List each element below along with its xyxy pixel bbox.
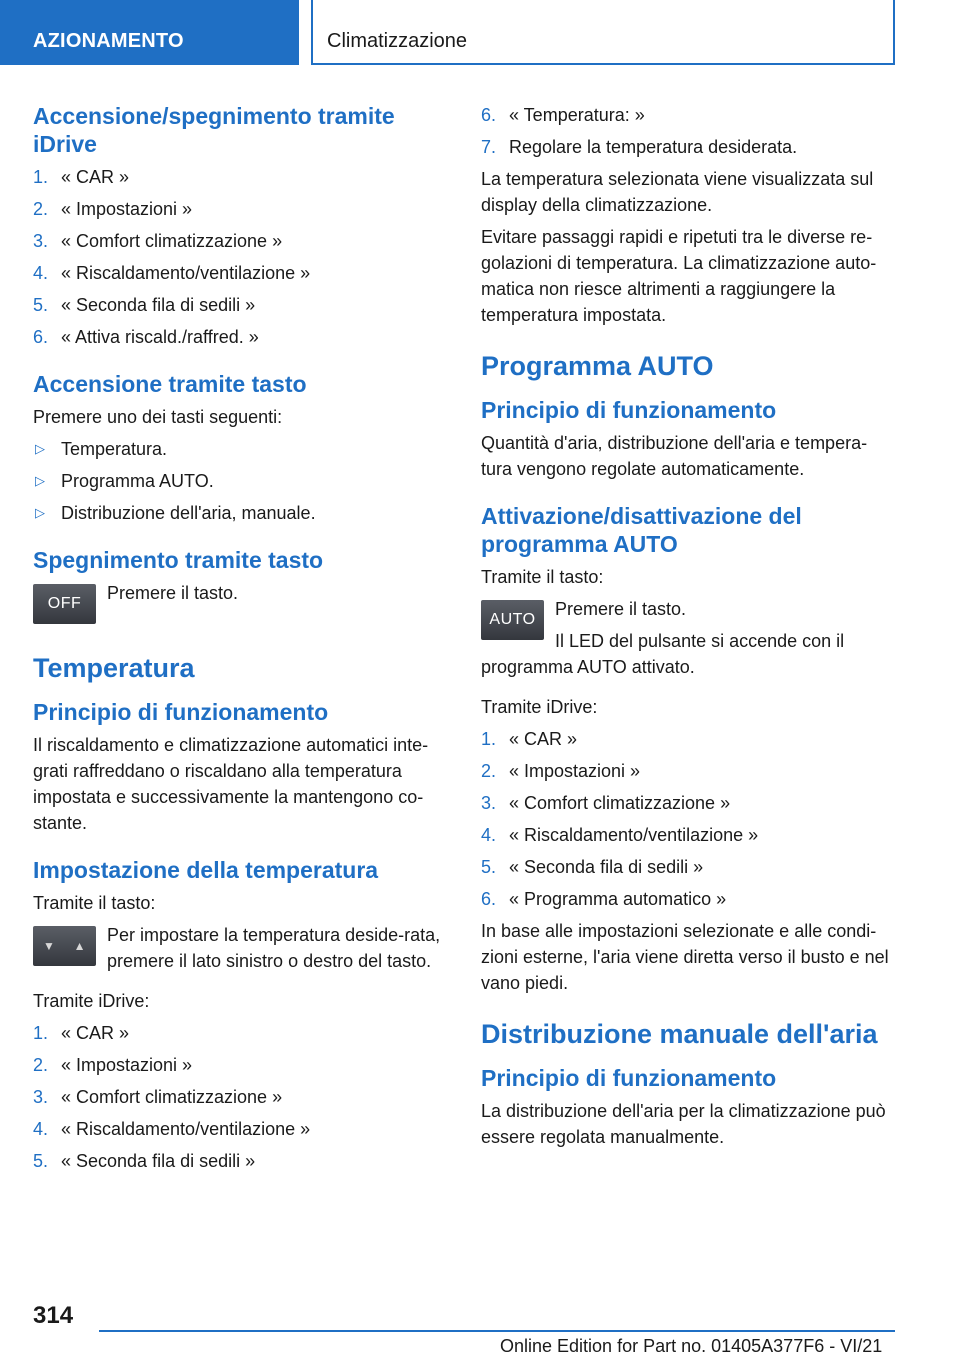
principio-3-text: La distribuzione dell'aria per la climatizzazione può essere regolata manualmente. [481, 1101, 886, 1147]
list-item [33, 228, 449, 254]
heading-impostazione: Impostazione della temperatura [33, 857, 379, 883]
off-key-text: Premere il tasto. [107, 583, 239, 603]
heading-temperatura: Temperatura [33, 653, 195, 683]
list-text: « Attiva riscald./raffred. » [61, 327, 259, 347]
temp-avoid-text: Evitare passaggi rapidi e ripetuti tra le diverse re‐golazioni di temperatura. La climatizzazione auto‐matica non riesce altrimenti a raggiungere la temperatura impostata. [481, 227, 877, 325]
list-text: « CAR » [61, 1023, 130, 1043]
list-text: « Comfort climatizzazione » [61, 1087, 283, 1107]
list-text: « Seconda fila di sedili » [61, 295, 256, 315]
list-text: Regolare la temperatura desiderata. [509, 137, 798, 157]
list-item [481, 758, 897, 784]
footer-edition: Online Edition for Part no. 01405A377F6 - VI/21 [500, 1336, 883, 1356]
section-tab [0, 0, 299, 65]
footer-divider [99, 1330, 895, 1332]
list-text: « Impostazioni » [61, 1055, 193, 1075]
list-item [481, 886, 897, 912]
right-column [481, 102, 897, 1156]
list-item [33, 500, 449, 526]
section-title: AZIONAMENTO [33, 30, 184, 52]
temp-rocker-key-icon [33, 926, 96, 966]
auto-key-row [481, 596, 897, 680]
list-item [33, 1116, 449, 1142]
heading-principio-2: Principio di funzionamento [481, 397, 777, 423]
list-item [33, 324, 449, 350]
chapter-tab [311, 0, 895, 65]
heading-button-off: Spegnimento tramite tasto [33, 547, 324, 573]
list-text: Distribuzione dell'aria, manuale. [61, 503, 316, 523]
list-number: 4. [33, 263, 49, 283]
off-key-icon: OFF [33, 584, 96, 624]
page-number: 314 [33, 1302, 74, 1329]
list-number: 2. [481, 761, 497, 781]
list-number: 1. [33, 167, 49, 187]
list-item [33, 164, 449, 190]
list-item [33, 196, 449, 222]
list-number: 3. [33, 231, 49, 251]
triangle-bullet-icon: ▷ [35, 473, 45, 488]
via-idrive-label-right: Tramite iDrive: [481, 697, 598, 717]
list-number: 3. [33, 1087, 49, 1107]
list-item [33, 1084, 449, 1110]
principio-2-text: Quantità d'aria, distribuzione dell'aria e tempera‐tura vengono regolate automaticamente. [481, 433, 868, 479]
list-text: Temperatura. [61, 439, 168, 459]
list-number: 5. [33, 1151, 49, 1171]
button-on-intro: Premere uno dei tasti seguenti: [33, 407, 283, 427]
list-text: « CAR » [61, 167, 130, 187]
list-item [481, 854, 897, 880]
list-number: 7. [481, 137, 497, 157]
auto-key-text-1: Premere il tasto. [555, 599, 687, 619]
list-number: 6. [481, 889, 497, 909]
triangle-bullet-icon: ▷ [35, 505, 45, 520]
temp-shown-text: La temperatura selezionata viene visualizzata sul display della climatizzazione. [481, 169, 874, 215]
list-number: 6. [33, 327, 49, 347]
list-text: « Seconda fila di sedili » [61, 1151, 256, 1171]
principio-1-text: Il riscaldamento e climatizzazione automatici inte‐grati raffreddano o riscaldano alla temperatura impostata e successivamente la mantengono co‐stante. [33, 735, 429, 833]
list-number: 2. [33, 1055, 49, 1075]
heading-distribuzione: Distribuzione manuale dell'aria [481, 1019, 878, 1049]
via-key-label: Tramite il tasto: [33, 893, 156, 913]
via-idrive-label: Tramite iDrive: [33, 991, 150, 1011]
list-text: « Comfort climatizzazione » [509, 793, 731, 813]
via-key-label-right: Tramite il tasto: [481, 567, 604, 587]
heading-idrive-onoff: Accensione/spegnimento tramite iDrive [33, 103, 395, 157]
list-number: 1. [481, 729, 497, 749]
list-item [33, 1052, 449, 1078]
triangle-bullet-icon: ▷ [35, 441, 45, 456]
left-column [33, 102, 449, 1180]
list-text: Programma AUTO. [61, 471, 214, 491]
list-item [481, 102, 897, 128]
chapter-title: Climatizzazione [327, 30, 468, 52]
list-text: « Riscaldamento/ventilazione » [61, 263, 311, 283]
button-on-list [33, 436, 449, 526]
arrow-up-icon: ▲ [73, 939, 86, 953]
arrow-down-icon: ▼ [43, 939, 56, 953]
list-number: 2. [33, 199, 49, 219]
list-item [33, 436, 449, 462]
list-text: « Seconda fila di sedili » [509, 857, 704, 877]
list-number: 4. [33, 1119, 49, 1139]
auto-key-icon: AUTO [481, 600, 544, 640]
list-item [481, 726, 897, 752]
list-text: « Impostazioni » [509, 761, 641, 781]
off-key-row [33, 580, 449, 630]
list-text: « Comfort climatizzazione » [61, 231, 283, 251]
list-item [481, 134, 897, 160]
list-item [33, 1020, 449, 1046]
list-text: « Impostazioni » [61, 199, 193, 219]
heading-button-on: Accensione tramite tasto [33, 371, 307, 397]
temp-steps-list [33, 1020, 449, 1174]
list-item [33, 260, 449, 286]
auto-note-text: In base alle impostazioni selezionate e alle condi‐zioni esterne, l'aria viene diretta verso il busto e nel vano piedi. [481, 921, 889, 993]
list-item [33, 468, 449, 494]
list-number: 3. [481, 793, 497, 813]
heading-programma-auto: Programma AUTO [481, 351, 714, 381]
list-text: « Riscaldamento/ventilazione » [61, 1119, 311, 1139]
list-item [33, 292, 449, 318]
list-item [481, 822, 897, 848]
list-item [481, 790, 897, 816]
list-text: « Riscaldamento/ventilazione » [509, 825, 759, 845]
list-item [33, 1148, 449, 1174]
list-number: 5. [481, 857, 497, 877]
auto-steps-list [481, 726, 897, 912]
temp-key-row [33, 922, 449, 974]
idrive-steps-list [33, 164, 449, 350]
heading-principio-3: Principio di funzionamento [481, 1065, 777, 1091]
heading-principio-1: Principio di funzionamento [33, 699, 329, 725]
list-number: 5. [33, 295, 49, 315]
temp-key-text: Per impostare la temperatura deside‐rata, premere il lato sinistro o destro del tasto. [107, 925, 441, 971]
list-text: « Temperatura: » [509, 105, 645, 125]
list-text: « Programma automatico » [509, 889, 727, 909]
heading-attivazione: Attivazione/disattivazione del programma AUTO [481, 503, 802, 557]
list-number: 4. [481, 825, 497, 845]
auto-key-text-2: Il LED del pulsante si accende con il programma AUTO attivato. [481, 631, 845, 677]
list-text: « CAR » [509, 729, 578, 749]
list-number: 6. [481, 105, 497, 125]
temp-steps-continued-list [481, 102, 897, 160]
list-number: 1. [33, 1023, 49, 1043]
